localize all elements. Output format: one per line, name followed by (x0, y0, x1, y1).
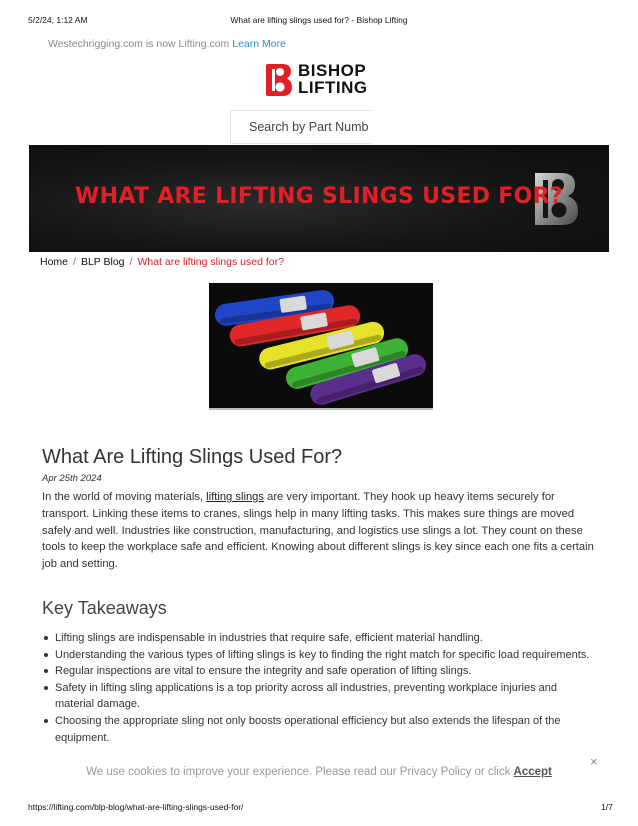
logo-mark-icon (264, 63, 294, 97)
breadcrumb-blog[interactable]: BLP Blog (80, 256, 125, 268)
banner-heading: WHAT ARE LIFTING SLINGS USED FOR? (75, 184, 563, 209)
logo-word-bishop: BISHOP (298, 61, 367, 80)
cookie-message (0, 766, 638, 778)
list-item: Choosing the appropriate sling not only boosts operational efficiency but also extends the lifespan of the equipment. (42, 713, 598, 746)
breadcrumb-separator: / (129, 256, 133, 268)
round-slings-photo-icon (209, 283, 433, 408)
print-header (0, 15, 638, 27)
breadcrumb (40, 256, 284, 268)
list-item: Lifting slings are indispensable in industries that require safe, efficient material handling. (42, 630, 598, 647)
breadcrumb-current: What are lifting slings used for? (137, 256, 284, 268)
intro-text-before: In the world of moving materials, (42, 491, 207, 503)
intro-text-after: are very important. They hook up heavy items securely for transport. Linking these items to cranes, slings help in many lifting tasks. This makes sure things are moved safely and well. Industries like construction, manufacturing, and logistics use slings a lot. They count on these tools to keep the workplace safe and efficient. Knowing about different slings is key since each one fits a certain job and setting. (42, 491, 594, 571)
accept-cookies-button[interactable]: Accept (513, 766, 552, 778)
print-page-title: What are lifting slings used for? - Bishop Lifting (230, 15, 408, 25)
article-title: What Are Lifting Slings Used For? (42, 446, 343, 468)
cookie-banner (0, 748, 638, 792)
article-date: Apr 25th 2024 (42, 473, 102, 484)
domain-notice (48, 38, 286, 50)
search-input[interactable] (231, 111, 371, 143)
key-takeaways-list (42, 630, 598, 748)
print-datetime: 5/2/24, 1:12 AM (28, 15, 88, 25)
list-item: Understanding the various types of lifting slings is key to finding the right match for specific load requirements. (42, 647, 598, 664)
print-page-number: 1/7 (601, 802, 613, 812)
notice-text: Westechrigging.com is now Lifting.com (48, 38, 230, 50)
key-takeaways-heading: Key Takeaways (42, 598, 167, 618)
close-icon[interactable]: × (590, 754, 598, 769)
cookie-text: We use cookies to improve your experience. Please read our Privacy Policy or click (86, 766, 514, 778)
print-url: https://lifting.com/blp-blog/what-are-lifting-slings-used-for/ (28, 802, 244, 812)
page-banner (29, 145, 609, 252)
logo-word-lifting: LIFTING (298, 78, 368, 97)
article-intro (42, 489, 598, 573)
learn-more-link[interactable]: Learn More (232, 38, 286, 50)
search-box (230, 110, 371, 144)
breadcrumb-home[interactable]: Home (40, 256, 69, 268)
breadcrumb-separator: / (73, 256, 76, 268)
list-item: Regular inspections are vital to ensure the integrity and safe operation of lifting slings. (42, 663, 598, 680)
list-item: Safety in lifting sling applications is a top priority across all industries, preventing workplace injuries and material damage. (42, 680, 598, 713)
lifting-slings-link[interactable]: lifting slings (206, 491, 264, 503)
hero-image (209, 283, 433, 410)
bishop-lifting-logo[interactable] (264, 62, 378, 98)
